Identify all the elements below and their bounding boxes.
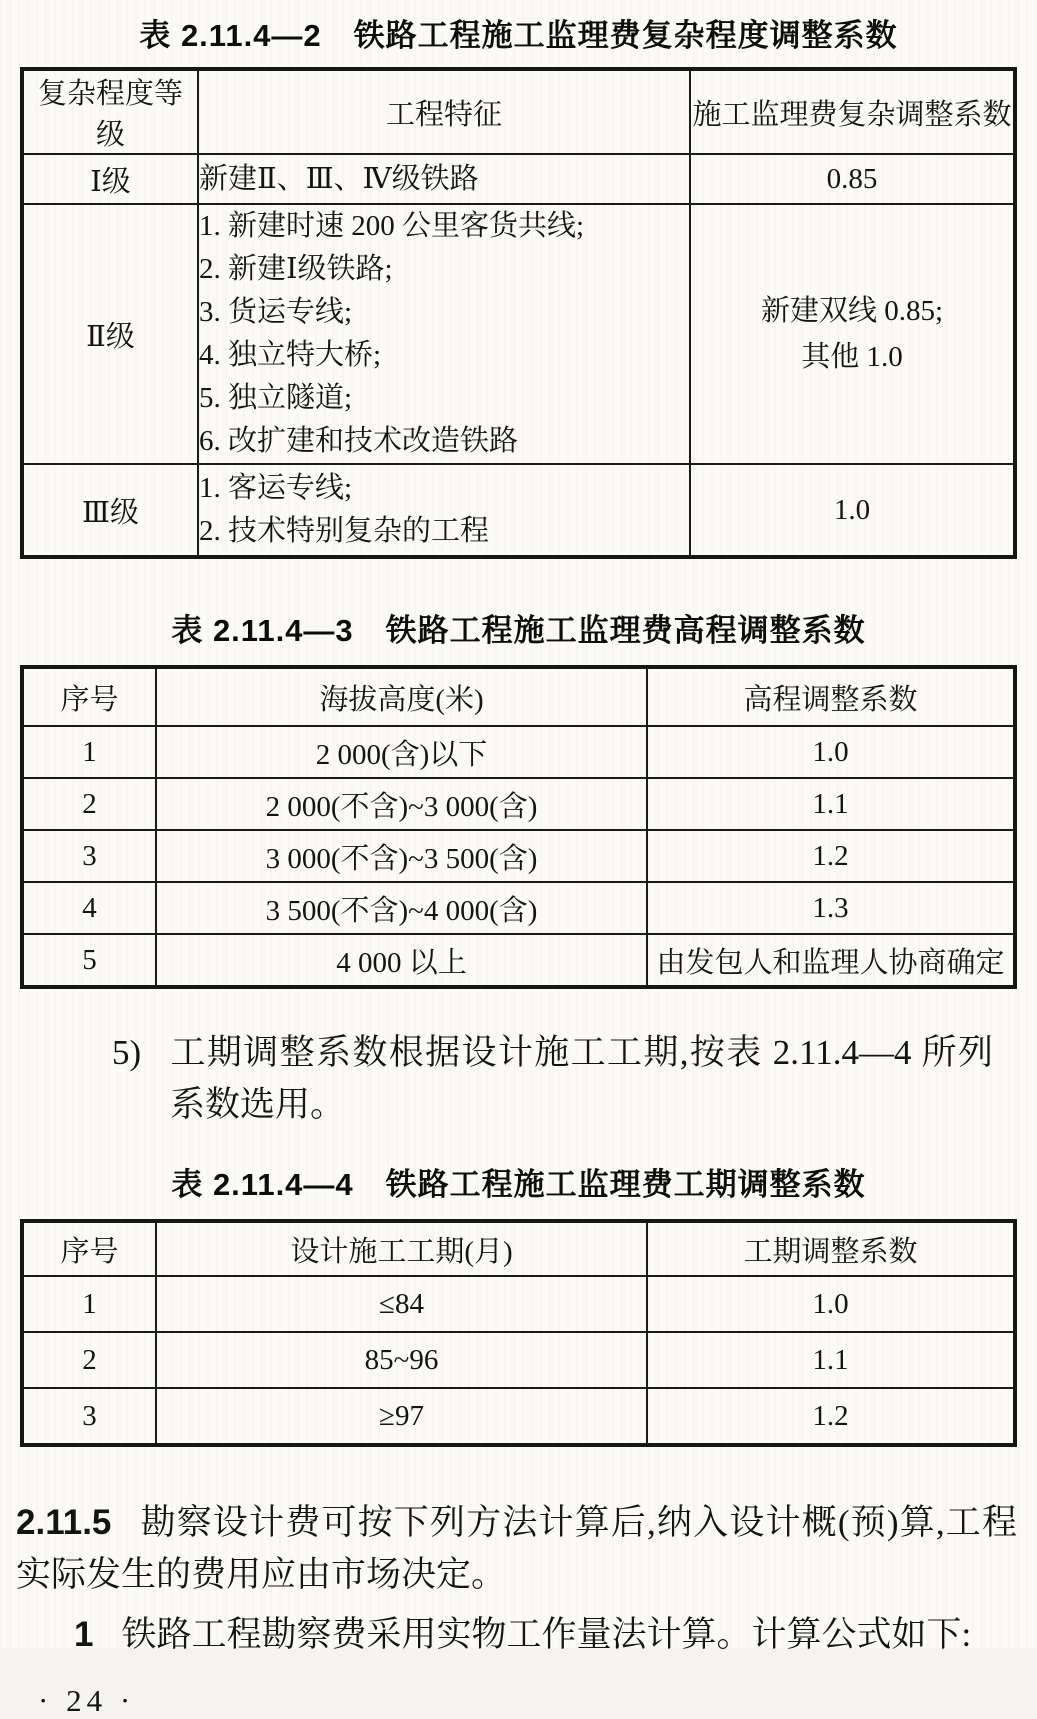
- cell-coefficient: 1.1: [647, 1332, 1015, 1388]
- table-row: [22, 726, 1015, 778]
- page-number: · 24 ·: [38, 1683, 136, 1718]
- table3-title: 表 2.11.4—4 铁路工程施工监理费工期调整系数: [171, 1167, 866, 1202]
- cell-coefficient: 1.2: [647, 1388, 1015, 1445]
- cell-coefficient: 1.3: [647, 882, 1015, 934]
- cell-altitude: 4 000 以上: [156, 934, 647, 987]
- table2-header-index: 序号: [22, 667, 156, 726]
- cell-altitude: 3 500(不含)~4 000(含): [156, 882, 647, 934]
- item-number: 1: [74, 1615, 94, 1654]
- section-number: 2.11.5: [16, 1503, 112, 1542]
- table2-title: 表 2.11.4—3 铁路工程施工监理费高程调整系数: [171, 613, 866, 648]
- cell-coefficient: 0.85: [690, 154, 1015, 204]
- cell-altitude: 2 000(不含)~3 000(含): [156, 778, 647, 830]
- cell-coefficient: 1.0: [690, 464, 1015, 557]
- cell-level: Ⅰ级: [22, 154, 198, 204]
- cell-level: Ⅲ级: [22, 464, 198, 557]
- table-row: [22, 882, 1015, 934]
- table1-header-adjust-coefficient: 施工监理费复杂调整系数: [690, 69, 1015, 154]
- cell-index: 3: [22, 830, 156, 882]
- table-row: [22, 1388, 1015, 1445]
- cell-index: 1: [22, 726, 156, 778]
- cell-coefficient: 1.1: [647, 778, 1015, 830]
- table2-header-row: [22, 667, 1015, 726]
- table1-row-level1: [22, 154, 1015, 204]
- table-row: [22, 830, 1015, 882]
- cell-duration: ≤84: [156, 1276, 647, 1332]
- cell-index: 4: [22, 882, 156, 934]
- table1-title: 表 2.11.4—2 铁路工程施工监理费复杂程度调整系数: [139, 18, 898, 53]
- cell-duration: 85~96: [156, 1332, 647, 1388]
- cell-index: 1: [22, 1276, 156, 1332]
- cell-coefficient: 由发包人和监理人协商确定: [647, 934, 1015, 987]
- table-row: [22, 1332, 1015, 1388]
- cell-duration: ≥97: [156, 1388, 647, 1445]
- cell-altitude: 2 000(含)以下: [156, 726, 647, 778]
- table1-row-level2: [22, 204, 1015, 464]
- cell-index: 2: [22, 778, 156, 830]
- table3-header-coefficient: 工期调整系数: [647, 1221, 1015, 1276]
- feature-line: 5. 独立隧道;: [199, 382, 353, 414]
- cell-coefficient: 1.0: [647, 726, 1015, 778]
- cell-index: 2: [22, 1332, 156, 1388]
- paragraph-text: 铁路工程勘察费采用实物工作量法计算。计算公式如下:: [121, 1615, 972, 1654]
- cell-features: [198, 154, 690, 204]
- cell-coefficient: 1.0: [647, 1276, 1015, 1332]
- table1-row-level3: [22, 464, 1015, 557]
- paragraph-item-5: [112, 1027, 993, 1131]
- feature-line: 新建Ⅱ、Ⅲ、Ⅳ级铁路: [199, 162, 479, 195]
- table3-header-duration: 设计施工工期(月): [156, 1221, 647, 1276]
- coefficient-line: 其他 1.0: [801, 341, 903, 373]
- item-1-paragraph: [74, 1609, 1017, 1661]
- cell-index: 5: [22, 934, 156, 987]
- cell-coefficient: 1.2: [647, 830, 1015, 882]
- table2-header-altitude: 海拔高度(米): [156, 667, 647, 726]
- feature-line: 4. 独立特大桥;: [199, 339, 382, 371]
- feature-line: 2. 技术特别复杂的工程: [199, 515, 490, 547]
- cell-index: 3: [22, 1388, 156, 1445]
- cell-features: [198, 464, 690, 557]
- table-row: [22, 778, 1015, 830]
- list-marker: 5): [112, 1033, 142, 1072]
- table2-elevation-coefficients: [20, 665, 1017, 989]
- feature-line: 1. 新建时速 200 公里客货共线;: [199, 210, 585, 242]
- cell-features: [198, 204, 690, 464]
- table1-header-project-features: 工程特征: [198, 69, 690, 154]
- table1-header-complexity-level: 复杂程度等级: [22, 69, 198, 154]
- table2-header-coefficient: 高程调整系数: [647, 667, 1015, 726]
- table3-duration-coefficients: [20, 1219, 1017, 1447]
- table3-header-row: [22, 1221, 1015, 1276]
- paragraph-text: 工期调整系数根据设计施工工期,按表 2.11.4—4 所列系数选用。: [169, 1033, 993, 1124]
- feature-line: 3. 货运专线;: [199, 296, 353, 328]
- table-row: [22, 1276, 1015, 1332]
- section-2-11-5-paragraph: [16, 1497, 1017, 1601]
- table1-complexity-coefficients: [20, 67, 1017, 559]
- cell-coefficient: [690, 204, 1015, 464]
- feature-line: 1. 客运专线;: [199, 472, 353, 504]
- table3-header-index: 序号: [22, 1221, 156, 1276]
- feature-line: 2. 新建Ⅰ级铁路;: [199, 253, 393, 285]
- cell-level: Ⅱ级: [22, 204, 198, 464]
- table1-header-row: [22, 69, 1015, 154]
- table-row: [22, 934, 1015, 987]
- cell-altitude: 3 000(不含)~3 500(含): [156, 830, 647, 882]
- coefficient-line: 新建双线 0.85;: [760, 295, 944, 327]
- feature-line: 6. 改扩建和技术改造铁路: [199, 425, 519, 457]
- paragraph-text: 勘察设计费可按下列方法计算后,纳入设计概(预)算,工程实际发生的费用应由市场决定。: [16, 1503, 1017, 1594]
